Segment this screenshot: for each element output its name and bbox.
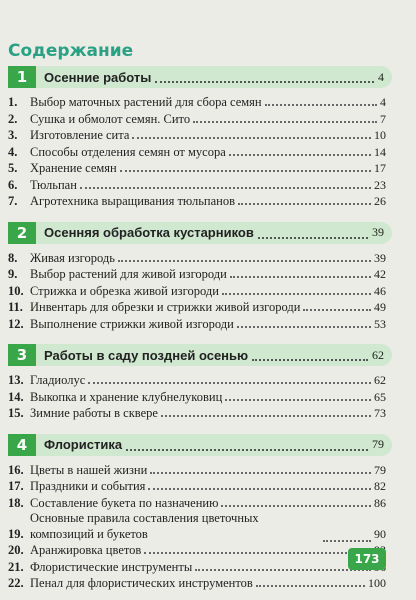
entry-label: Флористические инструменты	[30, 559, 193, 574]
page-number-badge: 173	[348, 548, 386, 570]
section-header-1[interactable]	[8, 66, 392, 88]
entry-label: Способы отделения семян от мусора	[30, 144, 226, 159]
dot-leader	[144, 542, 371, 554]
entry-label: Агротехника выращивания тюльпанов	[30, 194, 235, 208]
entry-page: 10	[374, 128, 386, 142]
entry-number: 13.	[8, 373, 24, 387]
entry-number: 7.	[8, 194, 18, 208]
toc-entry[interactable]	[8, 266, 386, 283]
entry-label: Основные правила составления цветочных композиций и букетов	[30, 511, 259, 541]
toc-entry[interactable]	[8, 542, 386, 559]
entry-label: Цветы в нашей жизни	[30, 462, 148, 477]
entry-number: 14.	[8, 389, 24, 404]
toc-entry[interactable]	[8, 144, 386, 161]
dot-leader	[323, 530, 371, 542]
entry-page: 39	[374, 250, 386, 265]
dot-leader	[230, 266, 371, 278]
dot-leader	[148, 478, 371, 490]
entry-label: Выполнение стрижки живой изгороди	[30, 316, 234, 331]
entry-label: Хранение семян	[30, 161, 117, 175]
table-of-contents	[0, 62, 416, 600]
entry-page: 42	[374, 267, 386, 281]
entry-number: 3.	[8, 128, 18, 142]
dot-leader	[222, 283, 371, 295]
entry-page: 100	[368, 576, 386, 590]
entry-label: Аранжировка цветов	[30, 543, 142, 557]
entry-number: 10.	[8, 283, 24, 298]
section-number-badge: 4	[8, 434, 36, 456]
entry-number: 11.	[8, 300, 23, 314]
dot-leader	[237, 316, 371, 328]
entry-number: 9.	[8, 267, 18, 281]
entry-number: 6.	[8, 177, 18, 192]
entry-number: 5.	[8, 161, 18, 175]
entry-number: 18.	[8, 495, 24, 510]
entry-label: Сушка и обмолот семян. Сито	[30, 111, 191, 126]
entry-label: Стрижка и обрезка живой изгороди	[30, 283, 219, 298]
entry-label: Выбор растений для живой изгороди	[30, 267, 227, 281]
dot-leader	[132, 127, 371, 139]
entry-number: 12.	[8, 316, 24, 331]
toc-entry[interactable]	[8, 160, 386, 177]
dot-leader	[258, 227, 368, 239]
entry-label: Инвентарь для обрезки и стрижки живой изгороди	[30, 300, 301, 314]
entry-label: Гладиолус	[30, 373, 86, 387]
toc-entry[interactable]	[8, 193, 386, 210]
entry-page: 26	[374, 194, 386, 208]
toc-entry[interactable]	[8, 462, 386, 479]
section-header-2[interactable]	[8, 222, 392, 244]
toc-entry[interactable]	[8, 511, 386, 542]
toc-entry[interactable]	[8, 316, 386, 333]
entry-number: 1.	[8, 95, 18, 109]
entry-page: 4	[380, 95, 386, 109]
entry-number: 20.	[8, 543, 24, 557]
entry-page: 23	[374, 177, 386, 192]
toc-entry[interactable]	[8, 495, 386, 512]
entry-page: 17	[374, 161, 386, 175]
toc-entry[interactable]	[8, 389, 386, 406]
section-number-badge: 3	[8, 344, 36, 366]
toc-entry[interactable]	[8, 478, 386, 495]
dot-leader	[126, 439, 368, 451]
dot-leader	[88, 372, 371, 384]
entry-number: 8.	[8, 250, 18, 265]
entry-label: Выкопка и хранение клубнелуковиц	[30, 389, 223, 404]
entry-page: 53	[374, 316, 386, 331]
entry-page: 46	[374, 283, 386, 298]
entry-label: Праздники и события	[30, 479, 146, 493]
entry-label: Зимние работы в сквере	[30, 406, 158, 420]
toc-entry[interactable]	[8, 94, 386, 111]
entry-label: Живая изгородь	[30, 250, 115, 265]
toc-entry[interactable]	[8, 177, 386, 194]
entry-number: 4.	[8, 144, 18, 159]
toc-entry[interactable]	[8, 299, 386, 316]
dot-leader	[118, 250, 371, 262]
dot-leader	[221, 495, 371, 507]
entry-page: 14	[374, 144, 386, 159]
toc-entry[interactable]	[8, 559, 386, 576]
toc-entry[interactable]	[8, 250, 386, 267]
dot-leader	[80, 177, 371, 189]
entry-page: 65	[374, 389, 386, 404]
toc-entry[interactable]	[8, 111, 386, 128]
section-header-3[interactable]	[8, 344, 392, 366]
entry-page: 86	[374, 495, 386, 510]
entry-page: 62	[374, 373, 386, 387]
dot-leader	[161, 405, 371, 417]
page-title: Содержание	[8, 41, 134, 62]
dot-leader	[120, 160, 371, 172]
toc-entry[interactable]	[8, 372, 386, 389]
entry-number: 15.	[8, 406, 24, 420]
entry-number: 19.	[8, 526, 24, 541]
dot-leader	[303, 299, 371, 311]
section-title: Осенние работы	[44, 69, 152, 85]
toc-entry[interactable]	[8, 283, 386, 300]
section-title: Осенняя обработка кустарников	[44, 225, 254, 240]
entry-number: 22.	[8, 576, 24, 590]
section-page: 79	[372, 437, 384, 451]
dot-leader	[195, 559, 371, 571]
section-number-badge: 1	[8, 66, 36, 88]
dot-leader	[229, 144, 371, 156]
toc-entry[interactable]	[8, 127, 386, 144]
entry-number: 21.	[8, 559, 24, 574]
dot-leader	[155, 71, 374, 83]
entry-number: 16.	[8, 462, 24, 477]
entry-page: 49	[374, 300, 386, 314]
section-title: Флористика	[44, 437, 123, 452]
section-title: Работы в саду поздней осенью	[44, 347, 249, 363]
dot-leader	[225, 389, 371, 401]
dot-leader	[193, 111, 377, 123]
section-header-4[interactable]	[8, 434, 392, 456]
entry-label: Пенал для флористических инструментов	[30, 576, 253, 590]
entry-page: 90	[374, 526, 386, 541]
entry-number: 17.	[8, 479, 24, 493]
entry-number: 2.	[8, 111, 18, 126]
entry-label: Изготовление сита	[30, 128, 130, 142]
section-page: 62	[372, 347, 384, 362]
toc-entry[interactable]	[8, 575, 386, 592]
entry-page: 7	[380, 111, 386, 126]
entry-label: Тюльпан	[30, 177, 77, 192]
entry-label: Составление букета по назначению	[30, 495, 219, 510]
section-page: 4	[378, 69, 384, 84]
dot-leader	[265, 94, 377, 106]
dot-leader	[238, 193, 371, 205]
toc-entry[interactable]	[8, 405, 386, 422]
section-number-badge: 2	[8, 222, 36, 244]
entry-page: 82	[374, 479, 386, 493]
entry-page: 73	[374, 406, 386, 420]
entry-page: 79	[374, 462, 386, 477]
dot-leader	[150, 462, 371, 474]
dot-leader	[256, 575, 365, 587]
section-page: 39	[372, 225, 384, 239]
entry-label: Выбор маточных растений для сбора семян	[30, 95, 262, 109]
dot-leader	[252, 349, 368, 361]
